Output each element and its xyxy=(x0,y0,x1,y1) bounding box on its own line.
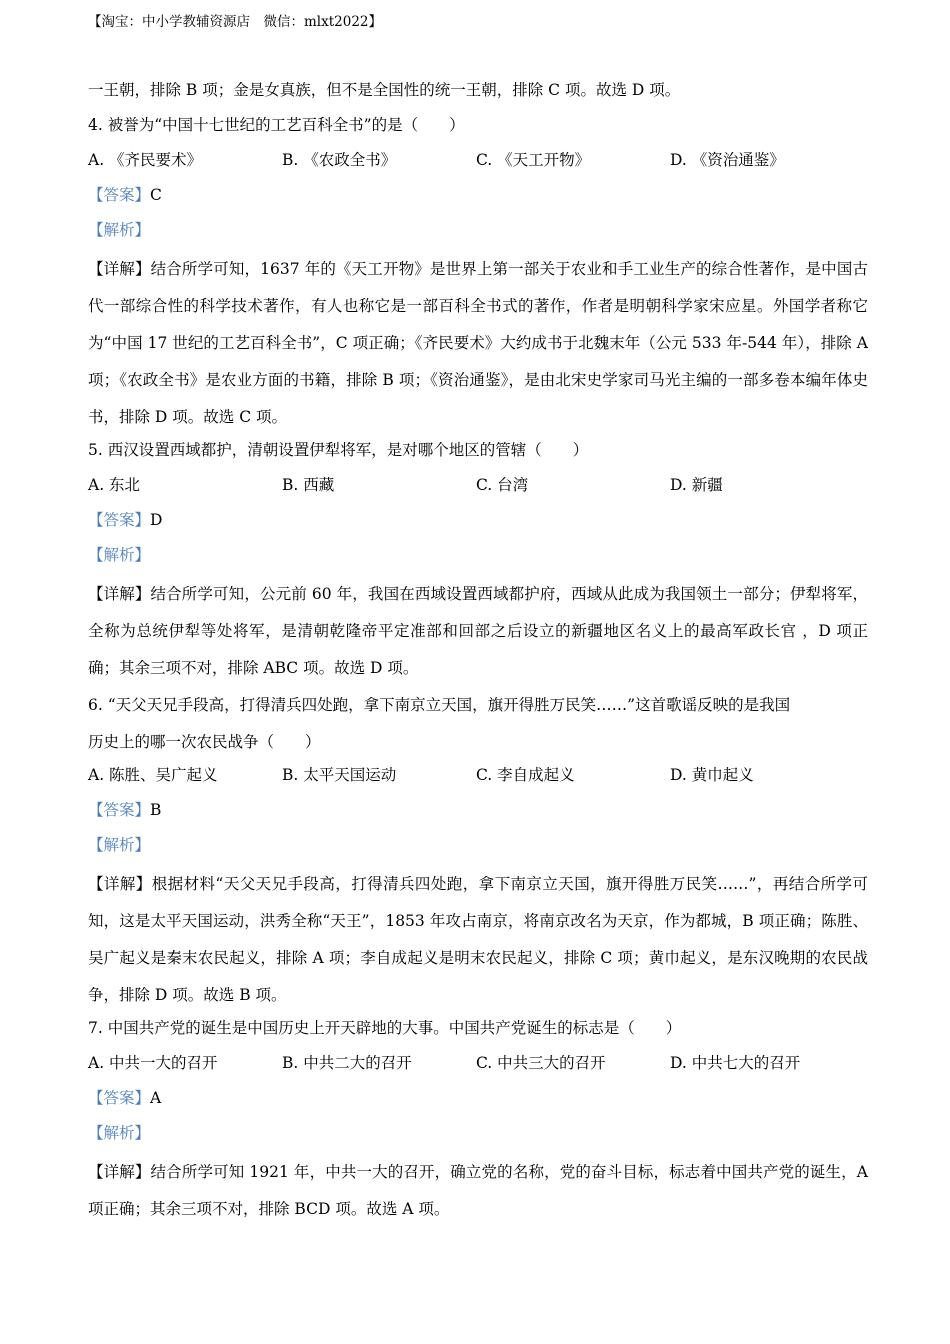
answer-value: B xyxy=(150,801,162,819)
detail-text: 结合所学可知，公元前 60 年，我国在西域设置西域都护府，西域从此成为我国领土一部分；伊犁将军，全称为总统伊犁等处将军，是清朝乾隆帝平定准部和回部之后设立的新疆地区名义上的最高军政长官 ，D 项正确；其余三项不对，排除 ABC 项。故选 D 项。 xyxy=(88,585,868,677)
answer-value: A xyxy=(150,1089,162,1107)
detail-paragraph xyxy=(88,866,868,1014)
options-row xyxy=(88,1049,868,1084)
option-d: D. 黄巾起义 xyxy=(670,766,754,784)
detail-text: 结合所学可知 1921 年，中共一大的召开，确立党的名称，党的奋斗目标，标志着中国共产党的诞生，A 项正确；其余三项不对，排除 BCD 项。故选 A 项。 xyxy=(88,1163,868,1218)
answer-line xyxy=(88,506,868,541)
question-block xyxy=(88,111,868,436)
option-b: B. 太平天国运动 xyxy=(282,766,397,784)
option-a: A. 东北 xyxy=(88,476,141,494)
option-b: B. 中共二大的召开 xyxy=(282,1054,412,1072)
answer-line xyxy=(88,796,868,831)
answer-line xyxy=(88,1084,868,1119)
analysis-label: 【解析】 xyxy=(88,546,151,564)
detail-label: 【详解】 xyxy=(88,585,151,603)
option-a: A. 中共一大的召开 xyxy=(88,1054,218,1072)
answer-label: 【答案】 xyxy=(88,1089,151,1107)
stem-line-1: 6. “天父天兄手段高，打得清兵四处跑，拿下南京立天国，旗开得胜万民笑……”这首歌谣反映的是我国 xyxy=(88,696,791,714)
answer-value: D xyxy=(150,511,163,529)
analysis-label: 【解析】 xyxy=(88,1124,151,1142)
answer-value: C xyxy=(150,186,162,204)
option-d: D. 《资治通鉴》 xyxy=(670,151,785,169)
option-c: C. 台湾 xyxy=(476,476,529,494)
question-stem: 7. 中国共产党的诞生是中国历史上开天辟地的大事。中国共产党诞生的标志是（ ） xyxy=(88,1019,682,1037)
detail-text: 结合所学可知，1637 年的《天工开物》是世界上第一部关于农业和手工业生产的综合性著作，是中国古代一部综合性的科学技术著作，有人也称它是一部百科全书式的著作，作者是明朝科学家宋应星。外国学者称它为“中国 17 世纪的工艺百科全书”，C 项正确；《齐民要术》大约成书于北魏末年（公元 533 年-544 年），排除 A 项；《农政全书》是农业方面的书籍，排除 B 项；《资治通鉴》，是由北宋史学家司马光主编的一部多卷本编年体史书，排除 D 项。故选 C 项。 xyxy=(88,260,868,426)
analysis-label: 【解析】 xyxy=(88,836,151,854)
options-row xyxy=(88,146,868,181)
answer-label: 【答案】 xyxy=(88,511,151,529)
detail-text: 根据材料“天父天兄手段高，打得清兵四处跑，拿下南京立天国，旗开得胜万民笑……”，再结合所学可知，这是太平天国运动，洪秀全称“天王”，1853 年攻占南京，将南京改名为天京，作为都城，B 项正确；陈胜、吴广起义是秦末农民起义，排除 A 项；李自成起义是明末农民起义，排除 C 项；黄巾起义，是东汉晚期的农民战争，排除 D 项。故选 B 项。 xyxy=(88,875,868,1004)
question-block xyxy=(88,1014,868,1228)
question-block xyxy=(88,436,868,687)
option-c: C. 《天工开物》 xyxy=(476,151,591,169)
question-stem xyxy=(88,687,868,761)
question-stem: 5. 西汉设置西域都护，清朝设置伊犁将军，是对哪个地区的管辖（ ） xyxy=(88,441,589,459)
answer-line xyxy=(88,181,868,216)
detail-label: 【详解】 xyxy=(88,875,152,893)
option-a: A. 陈胜、吴广起义 xyxy=(88,766,218,784)
stem-line-2: 历史上的哪一次农民战争（ ） xyxy=(88,733,321,751)
answer-label: 【答案】 xyxy=(88,186,151,204)
options-row xyxy=(88,761,868,796)
detail-paragraph xyxy=(88,576,868,687)
page-header: 【淘宝：中小学教辅资源店 微信：mlxt2022】 xyxy=(88,14,383,30)
analysis-label: 【解析】 xyxy=(88,221,151,239)
option-d: D. 中共七大的召开 xyxy=(670,1054,801,1072)
options-row xyxy=(88,471,868,506)
detail-paragraph xyxy=(88,1154,868,1228)
option-c: C. 李自成起义 xyxy=(476,766,575,784)
question-stem: 4. 被誉为“中国十七世纪的工艺百科全书”的是（ ） xyxy=(88,116,465,134)
detail-label: 【详解】 xyxy=(88,1163,151,1181)
detail-label: 【详解】 xyxy=(88,260,151,278)
continued-text: 一王朝，排除 B 项；金是女真族，但不是全国性的统一王朝，排除 C 项。故选 D 项。 xyxy=(88,81,681,99)
answer-label: 【答案】 xyxy=(88,801,151,819)
option-a: A. 《齐民要术》 xyxy=(88,151,203,169)
detail-paragraph xyxy=(88,251,868,436)
question-block xyxy=(88,687,868,1014)
option-d: D. 新疆 xyxy=(670,476,723,494)
document-body xyxy=(88,76,868,1228)
option-b: B. 《农政全书》 xyxy=(282,151,397,169)
option-b: B. 西藏 xyxy=(282,476,335,494)
option-c: C. 中共三大的召开 xyxy=(476,1054,606,1072)
